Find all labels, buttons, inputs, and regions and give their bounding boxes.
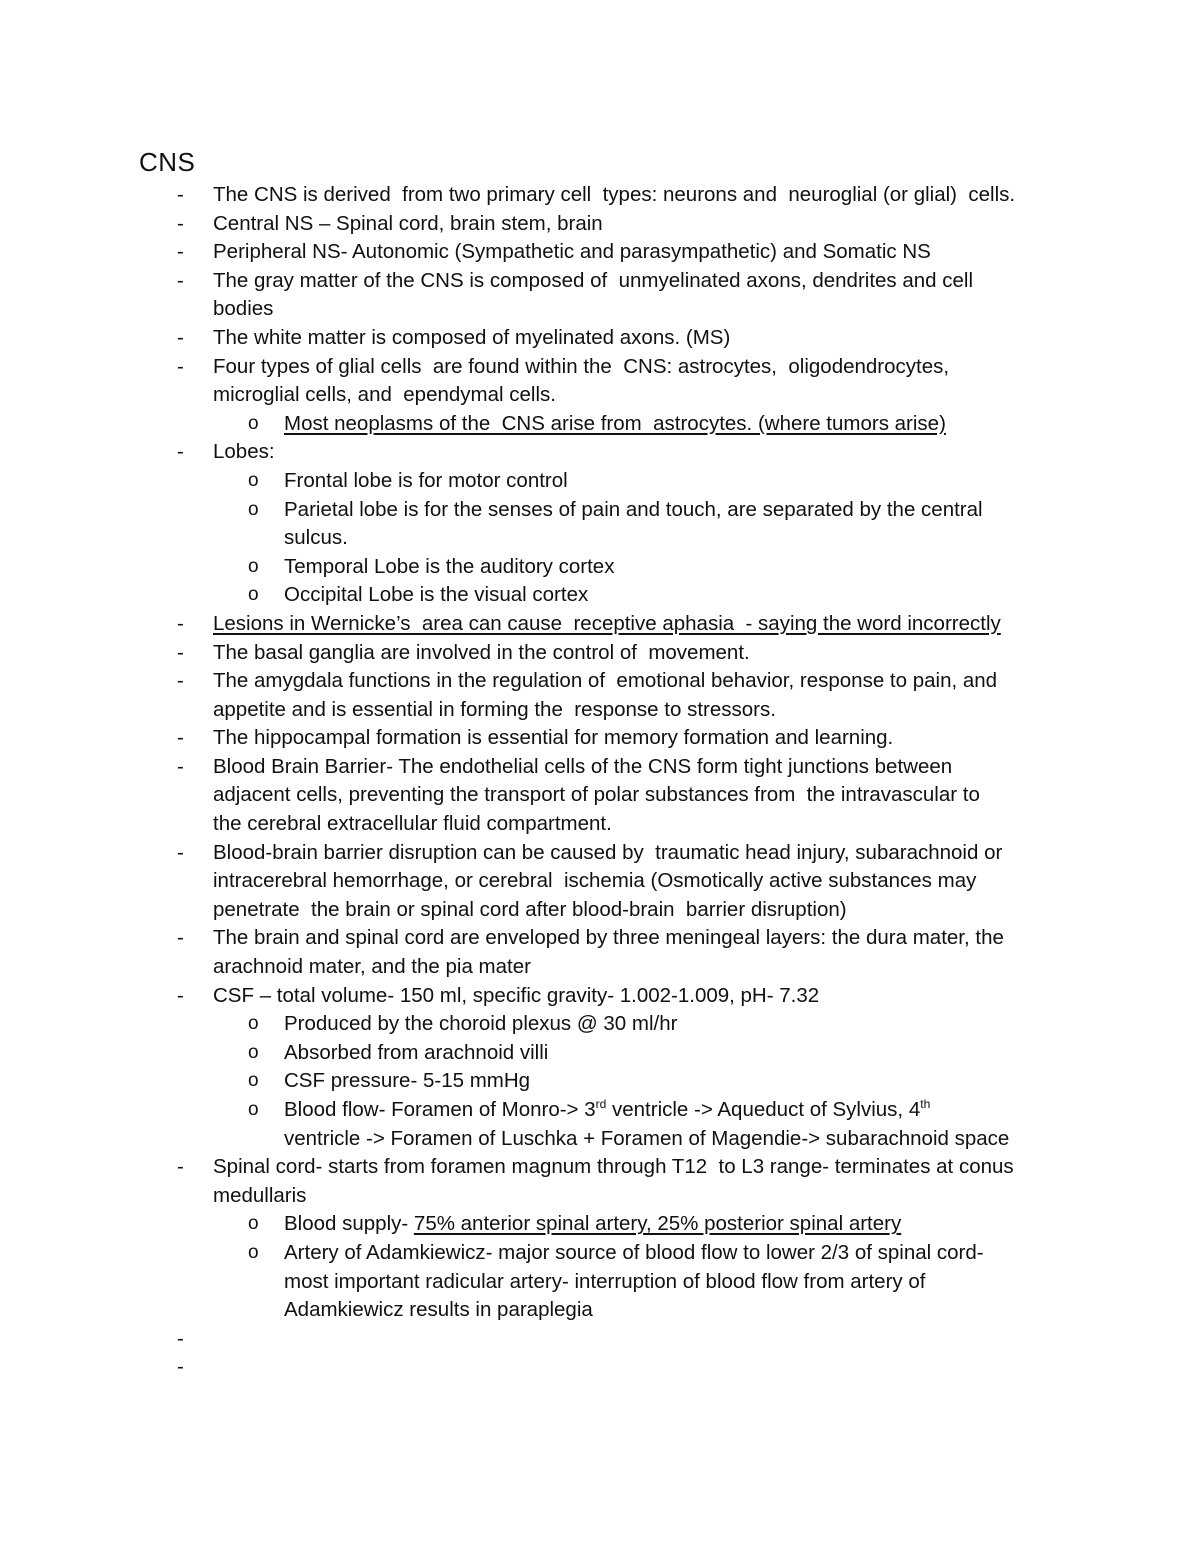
bullet-text: the cerebral extracellular fluid compartment. <box>213 812 612 836</box>
bullet-text: The CNS is derived from two primary cell types: neurons and neuroglial (or glial) cells. <box>213 183 1016 206</box>
dash-bullet-marker: - <box>177 726 184 750</box>
bullet-text: Blood-brain barrier disruption can be caused by traumatic head injury, subarachnoid or <box>213 840 1003 864</box>
bullet-text: sulcus. <box>284 526 348 550</box>
bullet-text: 75% anterior spinal artery, 25% posterior spinal artery <box>413 1212 902 1236</box>
bullet-line <box>0 667 1200 696</box>
bullet-text: The gray matter of the CNS is composed of unmyelinated axons, dendrites and cell <box>213 268 974 292</box>
sub-bullet-line <box>0 410 1200 439</box>
circle-bullet-marker: o <box>248 1013 259 1035</box>
bullet-line <box>0 324 1200 353</box>
circle-bullet-marker: o <box>248 498 259 520</box>
bullet-line <box>0 696 1200 725</box>
bullet-line <box>0 810 1200 839</box>
bullet-line <box>0 353 1200 382</box>
bullet-text: penetrate the brain or spinal cord after blood-brain barrier disruption) <box>213 897 847 921</box>
circle-bullet-marker: o <box>248 1213 259 1235</box>
bullet-line <box>0 267 1200 296</box>
circle-bullet-marker: o <box>248 1041 259 1063</box>
bullet-text: arachnoid mater, and the pia mater <box>213 955 531 979</box>
sub-bullet-line <box>0 1010 1200 1039</box>
dash-bullet-marker: - <box>177 983 184 1007</box>
bullet-text: Most neoplasms of the CNS arise from astrocytes. (where tumors arise) <box>284 411 946 435</box>
superscript: th <box>920 1097 931 1112</box>
bullet-text: microglial cells, and ependymal cells. <box>213 383 556 407</box>
bullet-text: Produced by the choroid plexus @ 30 ml/hr <box>284 1012 678 1036</box>
dash-bullet-marker: - <box>177 354 184 378</box>
bullet-text: ventricle -> Aqueduct of Sylvius, 4 <box>606 1098 921 1121</box>
bullet-line <box>0 238 1200 267</box>
page-title: CNS <box>139 147 196 177</box>
bullet-line <box>0 210 1200 239</box>
circle-bullet-marker: o <box>248 555 259 577</box>
dash-bullet-marker: - <box>177 240 184 264</box>
bullet-text: CSF – total volume- 150 ml, specific gravity- 1.002-1.009, pH- 7.32 <box>213 983 820 1007</box>
sub-bullet-line <box>0 496 1200 525</box>
bullet-text: Absorbed from arachnoid villi <box>284 1040 549 1064</box>
dash-bullet-marker: - <box>177 611 184 635</box>
bullet-line <box>0 839 1200 868</box>
bullet-text: Blood Brain Barrier- The endothelial cells of the CNS form tight junctions between <box>213 754 953 778</box>
bullet-text: The basal ganglia are involved in the control of movement. <box>213 640 750 664</box>
sub-bullet-line <box>0 1125 1200 1154</box>
sub-bullet-line <box>0 1268 1200 1297</box>
bullet-line <box>0 896 1200 925</box>
circle-bullet-marker: o <box>248 584 259 606</box>
bullet-line <box>0 295 1200 324</box>
bullet-text: Adamkiewicz results in paraplegia <box>284 1298 593 1322</box>
dash-bullet-marker: - <box>177 268 184 292</box>
bullet-line <box>0 982 1200 1011</box>
sub-bullet-line <box>0 1239 1200 1268</box>
sub-bullet-line <box>0 1296 1200 1325</box>
bullet-text: most important radicular artery- interruption of blood flow from artery of <box>284 1269 926 1293</box>
bullet-line <box>0 924 1200 953</box>
bullet-text: The amygdala functions in the regulation of emotional behavior, response to pain, and <box>213 669 998 693</box>
bullet-text: The white matter is composed of myelinated axons. (MS) <box>213 325 731 349</box>
bullet-line <box>0 181 1200 210</box>
bullet-line <box>0 381 1200 410</box>
dash-bullet-marker: - <box>177 211 184 235</box>
sub-bullet-line <box>0 1039 1200 1068</box>
bullet-text: Occipital Lobe is the visual cortex <box>284 583 589 607</box>
bullet-text: Lesions in Wernicke’s area can cause receptive aphasia - saying the word incorrectly <box>213 611 1001 635</box>
bullet-text: Four types of glial cells are found within the CNS: astrocytes, oligodendrocytes, <box>213 354 950 378</box>
sub-bullet-line <box>0 553 1200 582</box>
dash-bullet-marker: - <box>177 1155 184 1179</box>
dash-bullet-marker: - <box>177 1355 184 1379</box>
bullet-line <box>0 639 1200 668</box>
bullet-line <box>0 1353 1200 1382</box>
bullet-text: The brain and spinal cord are enveloped by three meningeal layers: the dura mater, the <box>213 926 1004 950</box>
sub-bullet-line <box>0 467 1200 496</box>
sub-bullet-line <box>0 1096 1200 1125</box>
bullet-text: Lobes: <box>213 440 275 464</box>
dash-bullet-marker: - <box>177 325 184 349</box>
bullet-list <box>0 181 1200 1382</box>
sub-bullet-line <box>0 1210 1200 1239</box>
bullet-line <box>0 438 1200 467</box>
dash-bullet-marker: - <box>177 840 184 864</box>
bullet-text: The hippocampal formation is essential for memory formation and learning. <box>213 726 894 750</box>
bullet-text: appetite and is essential in forming the response to stressors. <box>213 697 776 721</box>
bullet-line <box>0 1153 1200 1182</box>
bullet-text: bodies <box>213 297 274 321</box>
sub-bullet-line <box>0 1067 1200 1096</box>
bullet-line <box>0 953 1200 982</box>
bullet-line <box>0 781 1200 810</box>
bullet-text: Artery of Adamkiewicz- major source of blood flow to lower 2/3 of spinal cord- <box>284 1240 984 1264</box>
bullet-text: Peripheral NS- Autonomic (Sympathetic and parasympathetic) and Somatic NS <box>213 240 931 264</box>
circle-bullet-marker: o <box>248 1070 259 1092</box>
bullet-line <box>0 1325 1200 1354</box>
bullet-line <box>0 610 1200 639</box>
bullet-text: Parietal lobe is for the senses of pain and touch, are separated by the central <box>284 497 983 521</box>
dash-bullet-marker: - <box>177 754 184 778</box>
bullet-text: medullaris <box>213 1183 307 1207</box>
bullet-text: ventricle -> Foramen of Luschka + Foramen of Magendie-> subarachnoid space <box>284 1126 1010 1150</box>
circle-bullet-marker: o <box>248 469 259 491</box>
bullet-text: Blood flow- Foramen of Monro-> 3 <box>284 1098 596 1121</box>
dash-bullet-marker: - <box>177 926 184 950</box>
superscript: rd <box>595 1097 607 1112</box>
dash-bullet-marker: - <box>177 440 184 464</box>
bullet-text: Central NS – Spinal cord, brain stem, brain <box>213 211 603 235</box>
bullet-text: Frontal lobe is for motor control <box>284 468 568 492</box>
bullet-text: Temporal Lobe is the auditory cortex <box>284 554 615 578</box>
circle-bullet-marker: o <box>248 1099 259 1120</box>
dash-bullet-marker: - <box>177 183 184 206</box>
sub-bullet-line <box>0 581 1200 610</box>
dash-bullet-marker: - <box>177 640 184 664</box>
dash-bullet-marker: - <box>177 1326 184 1350</box>
bullet-text: Spinal cord- starts from foramen magnum through T12 to L3 range- terminates at conus <box>213 1155 1014 1179</box>
bullet-line <box>0 867 1200 896</box>
bullet-text: intracerebral hemorrhage, or cerebral ischemia (Osmotically active substances may <box>213 869 977 893</box>
bullet-text: adjacent cells, preventing the transport of polar substances from the intravascular to <box>213 783 980 807</box>
bullet-line <box>0 1182 1200 1211</box>
dash-bullet-marker: - <box>177 669 184 693</box>
bullet-line <box>0 724 1200 753</box>
bullet-line <box>0 753 1200 782</box>
circle-bullet-marker: o <box>248 412 259 434</box>
bullet-text: Blood supply- <box>284 1212 414 1236</box>
bullet-text: CSF pressure- 5-15 mmHg <box>284 1069 531 1093</box>
sub-bullet-line <box>0 524 1200 553</box>
circle-bullet-marker: o <box>248 1241 259 1263</box>
